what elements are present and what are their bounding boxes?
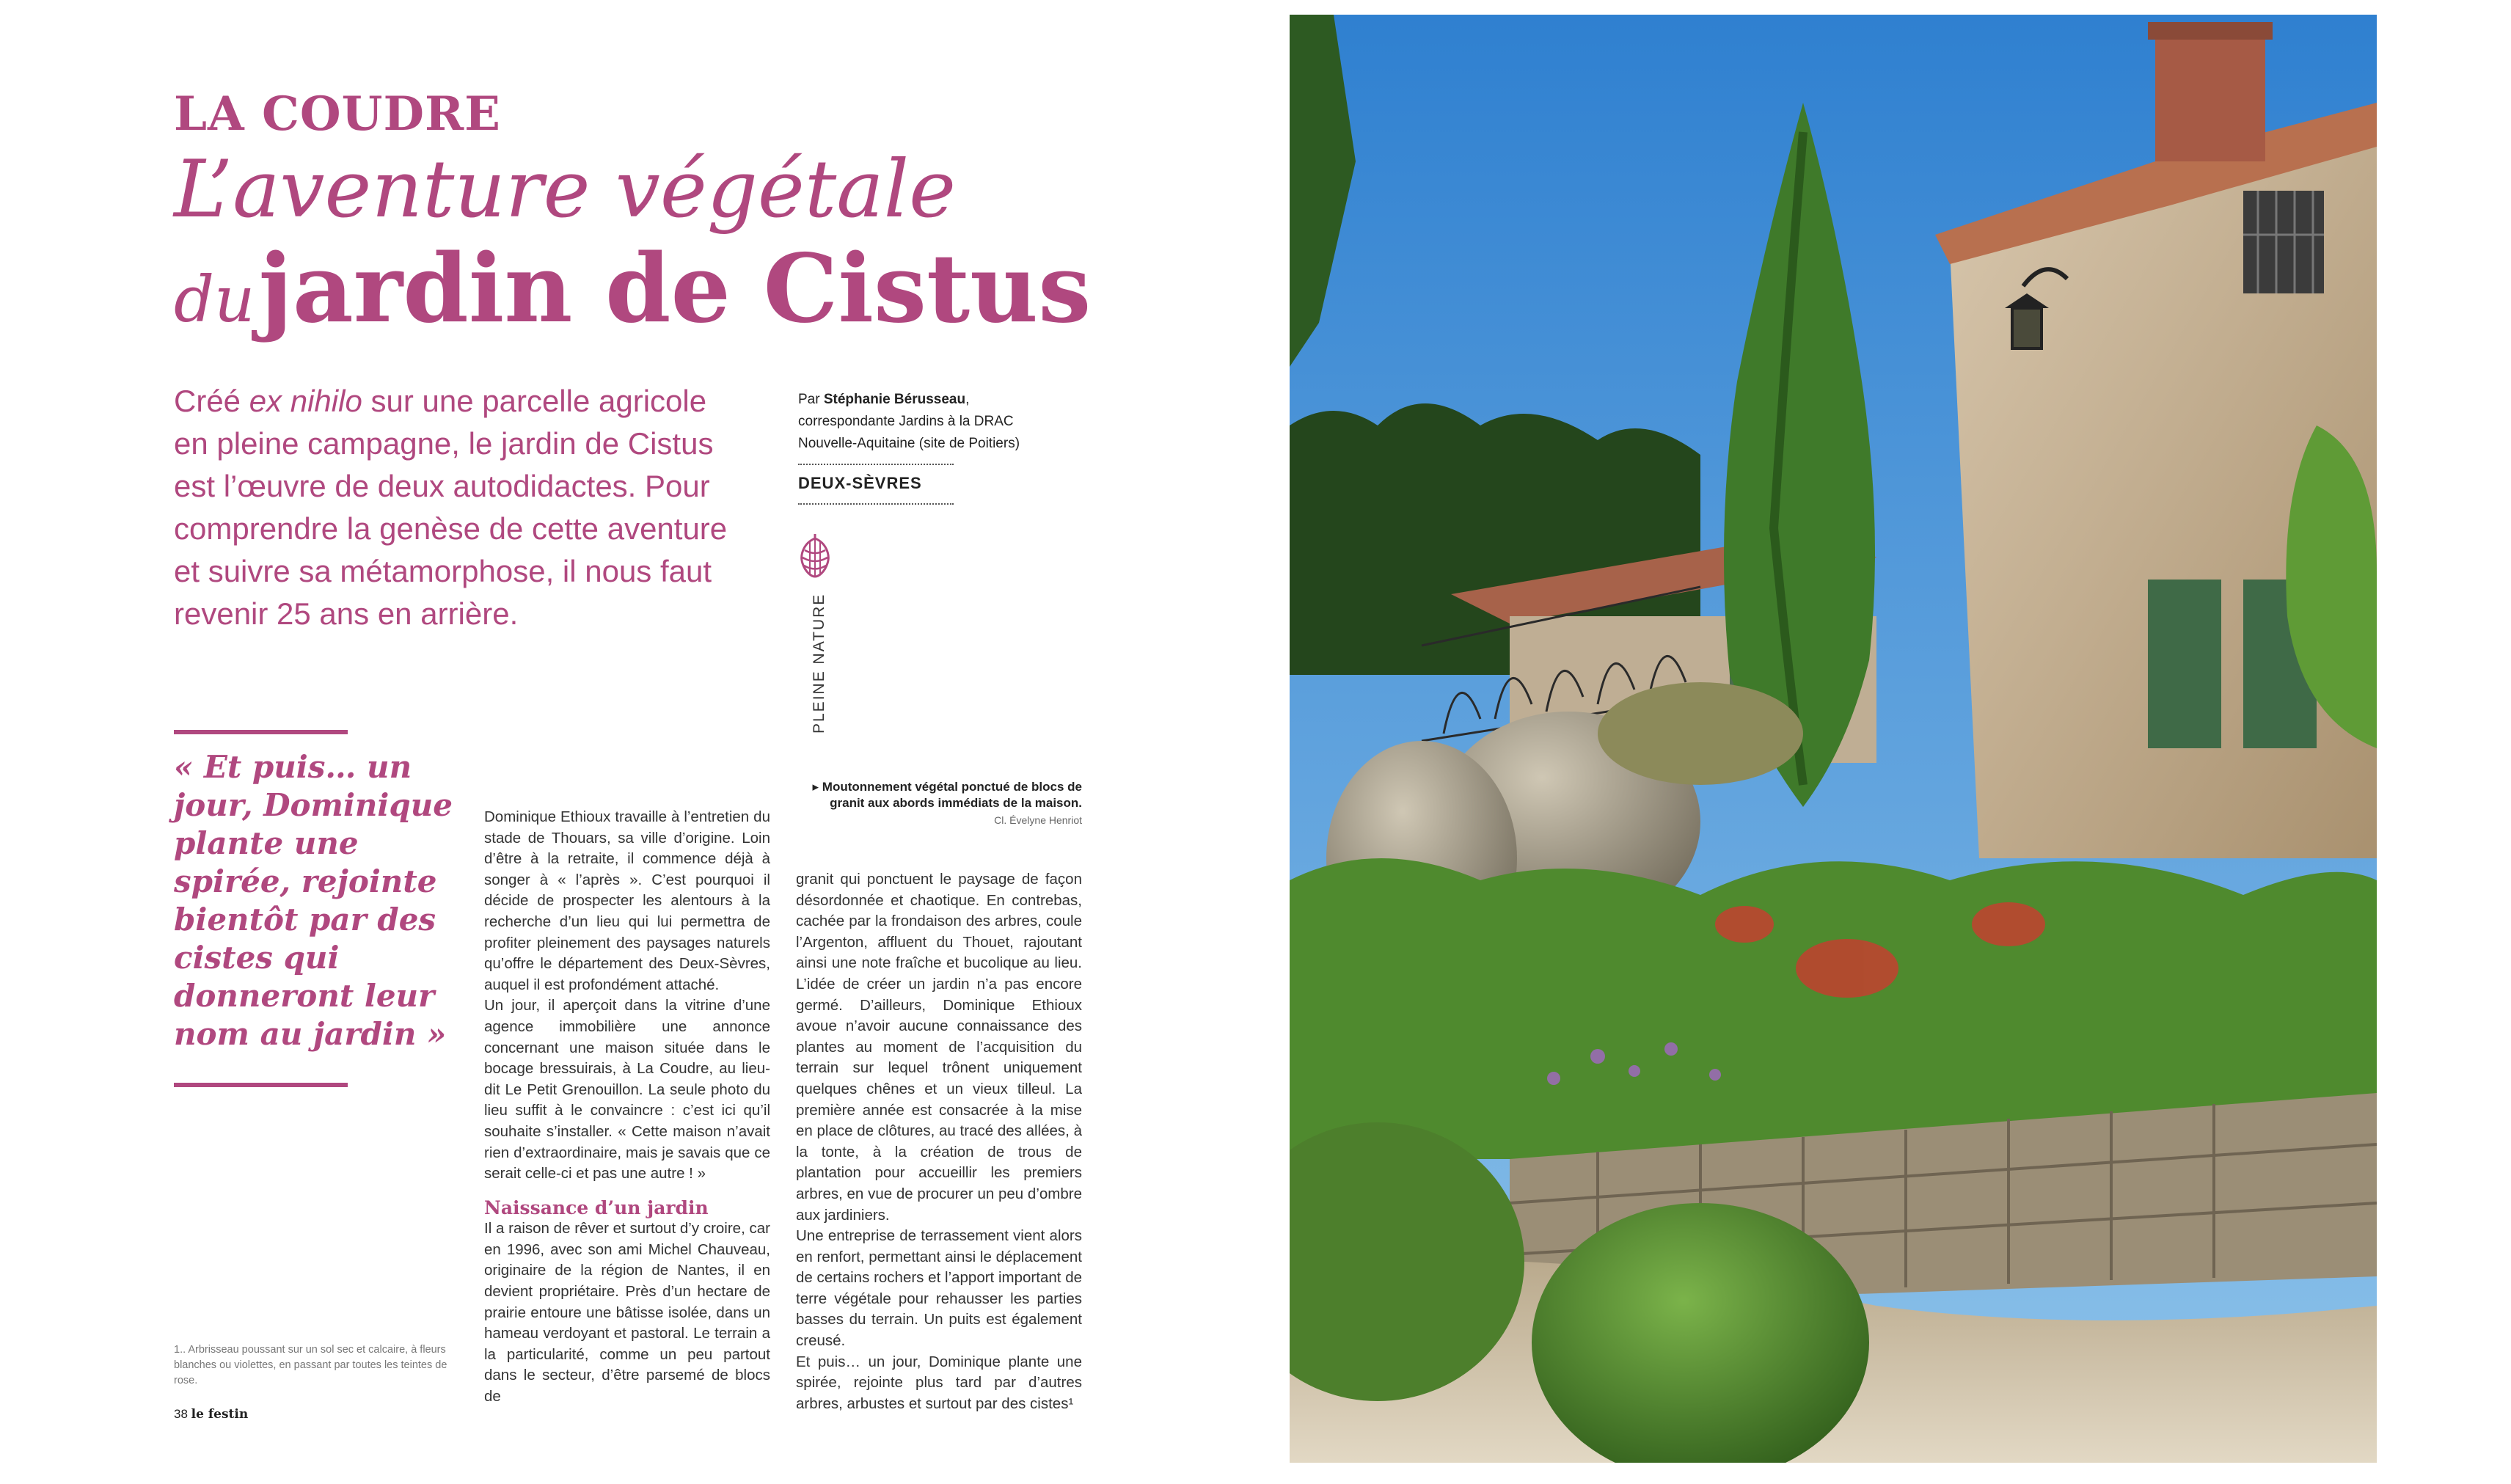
section-subhead: Naissance d’un jardin bbox=[484, 1196, 709, 1218]
byline-role-1: , correspondante Jardins à la DRAC bbox=[798, 392, 1014, 429]
lead-italic: ex nihilo bbox=[249, 384, 362, 418]
region-tag: DEUX-SÈVRES bbox=[798, 464, 954, 505]
body-paragraph: Il a raison de rêver et surtout d’y croire, car en 1996, avec son ami Michel Chauveau, originaire de la région de Nantes, il en devient propriétaire. Près d’un hectare de prairie entoure une bâtisse isolée, dans un hameau verdoyant et pastoral. Le terrain a la particularité, comme un peu partout dans le secteur, d’être parsemé de blocs de bbox=[484, 1220, 770, 1406]
title-line-1: L’aventure végétale bbox=[174, 144, 957, 235]
title-main: jardin de Cistus bbox=[258, 234, 1092, 344]
body-column-1 bbox=[484, 807, 770, 1408]
caption-arrow-icon: ▸ bbox=[812, 780, 819, 794]
body-paragraph: Une entreprise de terrassement vient alors en renfort, permettant ainsi le déplacement de certains rochers et l’apport important de terre végétale pour rehausser les parties basses du terrain. Un puits est également creusé. bbox=[796, 1227, 1082, 1350]
body-paragraph: Et puis… un jour, Dominique plante une spirée, rejointe plus tard par d’autres arbres, arbustes et surtout par des cistes¹ bbox=[796, 1353, 1082, 1412]
footnote: 1.. Arbrisseau poussant sur un sol sec et calcaire, à fleurs blanches ou violettes, en passant par toutes les teintes de rose. bbox=[174, 1344, 447, 1386]
garden-photo bbox=[1290, 15, 2377, 1463]
photo-credit: Cl. Évelyne Henriot bbox=[994, 814, 1082, 826]
pullquote-rule-top bbox=[174, 730, 348, 734]
body-paragraph: granit qui ponctuent le paysage de façon désordonnée et chaotique. En contrebas, cachée par la frondaison des arbres, coule l’Argenton, affluent du Thouet, rajoutant ainsi une note fraîche et bucolique au lieu. L’idée de créer un jardin n’a pas encore germé. D’ailleurs, Dominique Ethioux avoue n’avoir aucune connaissance des plantes au moment de l’acquisition du terrain sur lequel trônent uniquement quelques chênes et un vieux tilleul. La première année est consacrée à la mise en place de clôtures, au tracé des allées, à la tonte, à la création de trous de plantation pour accueillir les premiers arbres, en vue de procurer un peu d’ombre aux jardiniers. bbox=[796, 871, 1082, 1224]
byline bbox=[798, 389, 1062, 455]
photo-caption bbox=[807, 779, 1082, 811]
pull-quote: « Et puis… un jour, Dominique plante une spirée, rejointe bientôt par des cistes qui donneront leur nom au jardin » bbox=[174, 749, 453, 1052]
body-column-2 bbox=[796, 869, 1082, 1414]
kicker-place: LA COUDRE bbox=[174, 87, 501, 142]
byline-author: Stéphanie Bérusseau bbox=[823, 392, 966, 407]
title-du: du bbox=[174, 263, 255, 337]
byline-prefix: Par bbox=[798, 392, 824, 407]
garden-photo-illustration bbox=[1290, 15, 2377, 1463]
folio bbox=[174, 1407, 248, 1422]
body-paragraph: Un jour, il aperçoit dans la vitrine d’une agence immobilière une annonce concernant une maison située dans le bocage bressuirais, à La Coudre, au lieu-dit Le Petit Grenouillon. La seule photo du lieu suffit à le convaincre : c’est ici qu’il souhaite s’installer. « Cette maison n’avait rien d’extraordinaire, mais je savais que ce serait celle-ci et pas une autre ! » bbox=[484, 997, 770, 1183]
caption-text: Moutonnement végétal ponctué de blocs de granit aux abords immédiats de la maison. bbox=[822, 780, 1082, 810]
magazine-brand: le festin bbox=[191, 1407, 249, 1422]
lead-part1: Créé bbox=[174, 384, 249, 418]
rubric-vertical: PLEINE NATURE bbox=[811, 593, 827, 734]
page-number: 38 bbox=[174, 1407, 188, 1421]
body-paragraph: Dominique Ethioux travaille à l’entretien du stade de Thouars, sa ville d’origine. Loin d’être à la retraite, il commence déjà à songer à « l’après ». C’est pourquoi il décide de prospecter les alentours à la recherche d’un lieu qui lui permettra de profiter pleinement des paysages naturels qu’offre le département des Deux-Sèvres, auquel il est profondément attaché. bbox=[484, 808, 770, 993]
byline-role-2: Nouvelle-Aquitaine (site de Poitiers) bbox=[798, 436, 1020, 451]
title-line-2 bbox=[174, 234, 1092, 344]
lead-paragraph bbox=[174, 380, 739, 635]
lead-part2: sur une parcelle agricole en pleine campagne, le jardin de Cistus est l’œuvre de deux autodidactes. Pour comprendre la genèse de cette aventure et suivre sa métamorphose, il nous faut revenir 25 ans en arrière. bbox=[174, 384, 728, 631]
pinecone-icon bbox=[798, 534, 832, 582]
pullquote-rule-bottom bbox=[174, 1083, 348, 1087]
